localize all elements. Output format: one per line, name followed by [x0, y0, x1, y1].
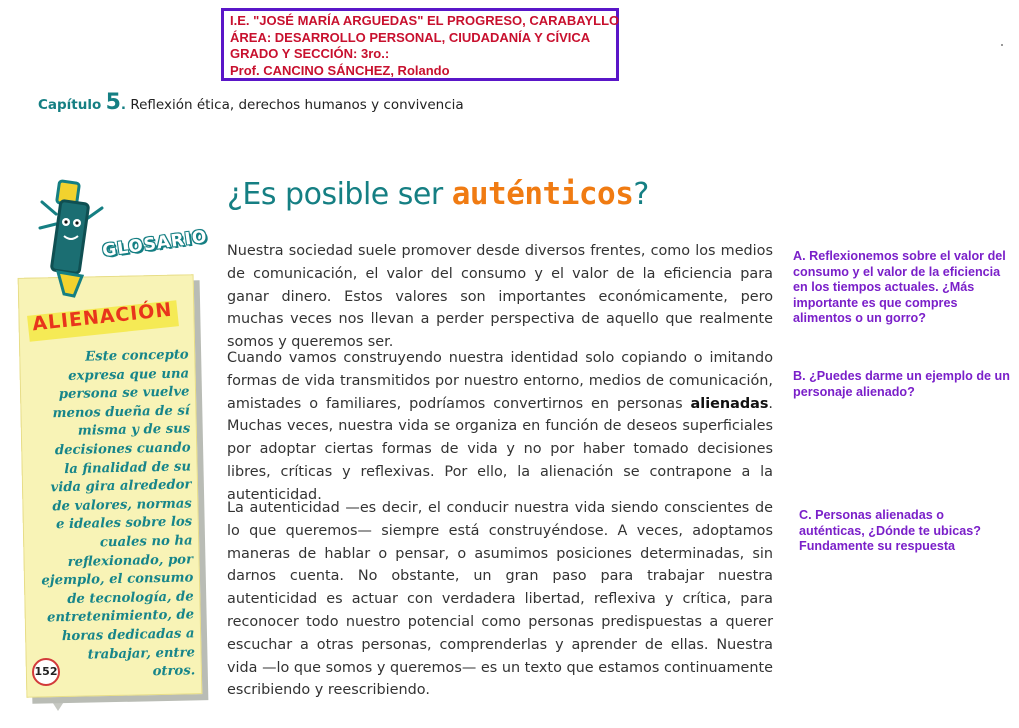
- title-prefix: ¿Es posible ser: [227, 177, 452, 212]
- glossary-label: GLOSARIO: [101, 226, 209, 262]
- page-number: 152: [32, 658, 60, 686]
- grade-section: GRADO Y SECCIÓN: 3ro.:: [230, 46, 390, 61]
- subject-area: ÁREA: DESARROLLO PERSONAL, CIUDADANÍA Y CÍVICA: [230, 29, 591, 45]
- chapter-label: Capítulo: [38, 97, 102, 113]
- title-highlight: auténticos: [451, 176, 634, 212]
- school-name: I.E. "JOSÉ MARÍA ARGUEDAS" EL PROGRESO, CARABAYLLO: [230, 13, 620, 28]
- chapter-number: 5: [105, 90, 121, 115]
- question-a: A. Reflexionemos sobre el valor del consumo y el valor de la eficiencia en los tiempos actuales. ¿Más importante es que compres alimentos o un gorro?: [793, 249, 1006, 326]
- school-info-box: [221, 8, 619, 81]
- stray-dot: [1001, 44, 1003, 46]
- p2-text-before: Cuando vamos construyendo nuestra identidad solo copiando o imitando formas de vida transmitidos por nuestro entorno, medios de comunicación, amistades o familiares, podríamos convertirnos en personas: [227, 350, 773, 412]
- paragraph-consumption: Nuestra sociedad suele promover desde diversos frentes, como los medios de comunicación, el valor del consumo y el valor de la eficiencia para ganar dinero. Estos valores son importantes económicamente, pero muchas veces nos llevan a perder perspectiva de aquello que realmente somos y queremos ser.: [227, 243, 773, 351]
- highlighter-marker-icon: [36, 178, 106, 308]
- paragraph-authenticity: La autenticidad —es decir, el conducir nuestra vida siendo conscientes de lo que queremos— siempre está construyéndose. A veces, adoptamos maneras de hablar o pensar, o asumimos posiciones determinadas, sin darnos cuenta. No obstante, un gran paso para trabajar nuestra autenticidad es actuar con verdadera libertad, reflexiva y crítica, para reconocer todo nuestro potencial como personas predispuestas a querer escuchar a otras personas, comprenderlas y aprender de ellas. Nuestra vida —lo que somos y queremos— es un texto que estamos continuamente escribiendo y reescribiendo.: [227, 500, 773, 699]
- title-suffix: ?: [633, 177, 649, 212]
- chapter-heading: [38, 90, 464, 115]
- p2-text-after: . Muchas veces, nuestra vida se organiza en función de deseos superficiales por adoptar ciertas formas de vida y no por haber tomado decisiones libres, críticas y reflexivas. Por ello, la alienación se contrapone a la autenticidad.: [227, 395, 773, 503]
- glossary-word: ALIENACIÓN: [31, 298, 174, 336]
- p2-bold-term: alienadas: [690, 395, 769, 412]
- chapter-title: Reflexión ética, derechos humanos y convivencia: [130, 97, 464, 113]
- paragraph-alienation: [227, 347, 773, 507]
- glossary-sidebar: [10, 178, 210, 726]
- teacher-name: Prof. CANCINO SÁNCHEZ, Rolando: [230, 62, 450, 78]
- chapter-separator: .: [120, 97, 127, 113]
- question-c: C. Personas alienadas o auténticas, ¿Dónde te ubicas? Fundamente su respuesta: [799, 508, 981, 554]
- question-b: B. ¿Puedes darme un ejemplo de un personaje alienado?: [793, 369, 1010, 399]
- page-title: [227, 176, 649, 212]
- glossary-definition: Este concepto expresa que una persona se vuelve menos dueña de sí misma y de sus decisiones cuando la finalidad de su vida gira alrededor de valores, normas e ideales sobre los cuales no ha reflexionado, por ejemplo, el consumo de tecnología, de entretenimiento, de horas dedicadas a trabajar, entre otros.: [41, 347, 196, 680]
